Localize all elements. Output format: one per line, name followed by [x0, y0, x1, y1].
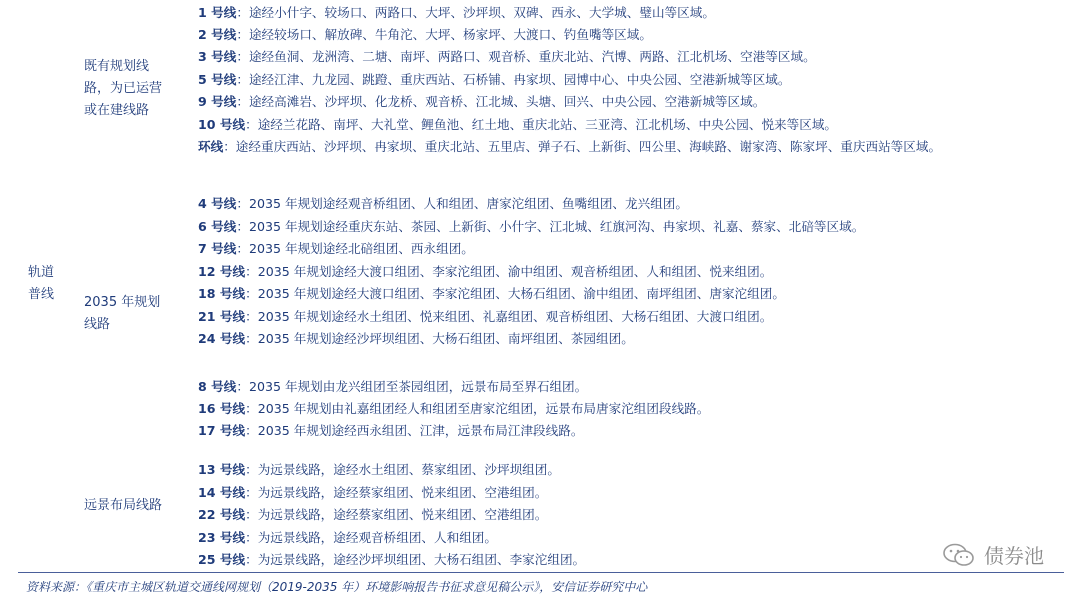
line-item [198, 69, 790, 92]
line-number: 3 号线 [198, 49, 237, 64]
line-description: ：2035 年规划途经北碚组团、西永组团。 [236, 241, 474, 256]
line-item [198, 328, 634, 351]
line-number: 25 号线 [198, 552, 246, 567]
line-number: 6 号线 [198, 219, 237, 234]
line-item [198, 283, 785, 306]
line-item [198, 527, 497, 550]
line-number: 13 号线 [198, 462, 246, 477]
watermark [942, 540, 1044, 569]
line-number: 23 号线 [198, 530, 246, 545]
wechat-icon [942, 542, 976, 568]
line-item [198, 549, 585, 572]
line-item [198, 193, 688, 216]
line-item [198, 420, 583, 443]
line-description: ：为远景线路，途经水土组团、蔡家组团、沙坪坝组团。 [245, 462, 560, 477]
line-item [198, 261, 772, 284]
line-description: ：途经重庆西站、沙坪坝、冉家坝、重庆北站、五里店、弹子石、上新街、四公里、海峡路、谢家湾、陈家坪、重庆西站等区域。 [223, 139, 942, 154]
line-number: 21 号线 [198, 309, 246, 324]
line-description: ：2035 年规划途经大渡口组团、李家沱组团、大杨石组团、渝中组团、南坪组团、唐家沱组团。 [245, 286, 785, 301]
line-description: ：为远景线路，途经蔡家组团、悦来组团、空港组团。 [245, 485, 548, 500]
line-description: ：2035 年规划由礼嘉组团经人和组团至唐家沱组团，远景布局唐家沱组团段线路。 [245, 401, 710, 416]
line-number: 1 号线 [198, 5, 237, 20]
line-description: ：途经小什字、较场口、两路口、大坪、沙坪坝、双碑、西永、大学城、璧山等区域。 [236, 5, 715, 20]
line-item [198, 114, 837, 137]
group-title-2035: 2035 年规划 线路 [84, 295, 161, 332]
group-title-longterm: 远景布局线路 [84, 498, 163, 513]
line-number: 10 号线 [198, 117, 246, 132]
line-number: 5 号线 [198, 72, 237, 87]
line-item [198, 482, 547, 505]
line-number: 16 号线 [198, 401, 246, 416]
line-number: 22 号线 [198, 507, 246, 522]
line-item [198, 504, 547, 527]
line-description: ：途经鱼洞、龙洲湾、二塘、南坪、两路口、观音桥、重庆北站、汽博、两路、江北机场、空港等区域。 [236, 49, 816, 64]
line-description: ：为远景线路，途经沙坪坝组团、大杨石组团、李家沱组团。 [245, 552, 586, 567]
line-number: 7 号线 [198, 241, 237, 256]
line-description: ：2035 年规划途经水土组团、悦来组团、礼嘉组团、观音桥组团、大杨石组团、大渡口组团。 [245, 309, 773, 324]
line-item [198, 2, 715, 25]
line-item [198, 91, 765, 114]
line-description: ：为远景线路，途经蔡家组团、悦来组团、空港组团。 [245, 507, 548, 522]
line-description: ：途经兰花路、南坪、大礼堂、鲤鱼池、红土地、重庆北站、三亚湾、江北机场、中央公园、悦来等区域。 [245, 117, 838, 132]
line-description: ：途经较场口、解放碑、牛角沱、大坪、杨家坪、大渡口、钓鱼嘴等区域。 [236, 27, 652, 42]
group-title-existing: 既有规划线 路，为已运营 或在建线路 [84, 59, 163, 118]
line-item [198, 376, 587, 399]
line-number: 8 号线 [198, 379, 237, 394]
source-note: 资料来源：《重庆市主城区轨道交通线网规划（2019-2035 年）环境影响报告书征求意见稿公示》，安信证券研究中心 [26, 580, 648, 594]
line-description: ：2035 年规划途经沙坪坝组团、大杨石组团、南坪组团、茶园组团。 [245, 331, 634, 346]
watermark-text: 债券池 [984, 544, 1044, 568]
divider [18, 572, 1064, 573]
category-rail-lines: 轨道 普线 [28, 265, 55, 302]
line-description: ：为远景线路，途经观音桥组团、人和组团。 [245, 530, 497, 545]
line-description: ：2035 年规划由龙兴组团至茶园组团，远景布局至界石组团。 [236, 379, 588, 394]
line-description: ：途经高滩岩、沙坪坝、化龙桥、观音桥、江北城、头塘、回兴、中央公园、空港新城等区域。 [236, 94, 766, 109]
line-description: ：2035 年规划途经观音桥组团、人和组团、唐家沱组团、鱼嘴组团、龙兴组团。 [236, 196, 688, 211]
line-number: 17 号线 [198, 423, 246, 438]
line-number: 18 号线 [198, 286, 246, 301]
line-number: 12 号线 [198, 264, 246, 279]
line-number: 4 号线 [198, 196, 237, 211]
line-item [198, 46, 816, 69]
line-description: ：2035 年规划途经重庆东站、茶园、上新街、小什字、江北城、红旗河沟、冉家坝、礼嘉、蔡家、北碚等区域。 [236, 219, 865, 234]
line-item [198, 398, 709, 421]
line-number: 9 号线 [198, 94, 237, 109]
line-item [198, 238, 474, 261]
line-item [198, 24, 652, 47]
line-item [198, 306, 772, 329]
line-number: 环线 [198, 139, 224, 154]
line-description: ：途经江津、九龙园、跳蹬、重庆西站、石桥铺、冉家坝、园博中心、中央公园、空港新城等区域。 [236, 72, 791, 87]
line-item [198, 216, 864, 239]
line-number: 14 号线 [198, 485, 246, 500]
line-description: ：2035 年规划途经大渡口组团、李家沱组团、渝中组团、观音桥组团、人和组团、悦来组团。 [245, 264, 773, 279]
line-number: 24 号线 [198, 331, 246, 346]
line-item [198, 136, 1068, 159]
line-number: 2 号线 [198, 27, 237, 42]
line-item [198, 459, 560, 482]
line-description: ：2035 年规划途经西永组团、江津，远景布局江津段线路。 [245, 423, 584, 438]
